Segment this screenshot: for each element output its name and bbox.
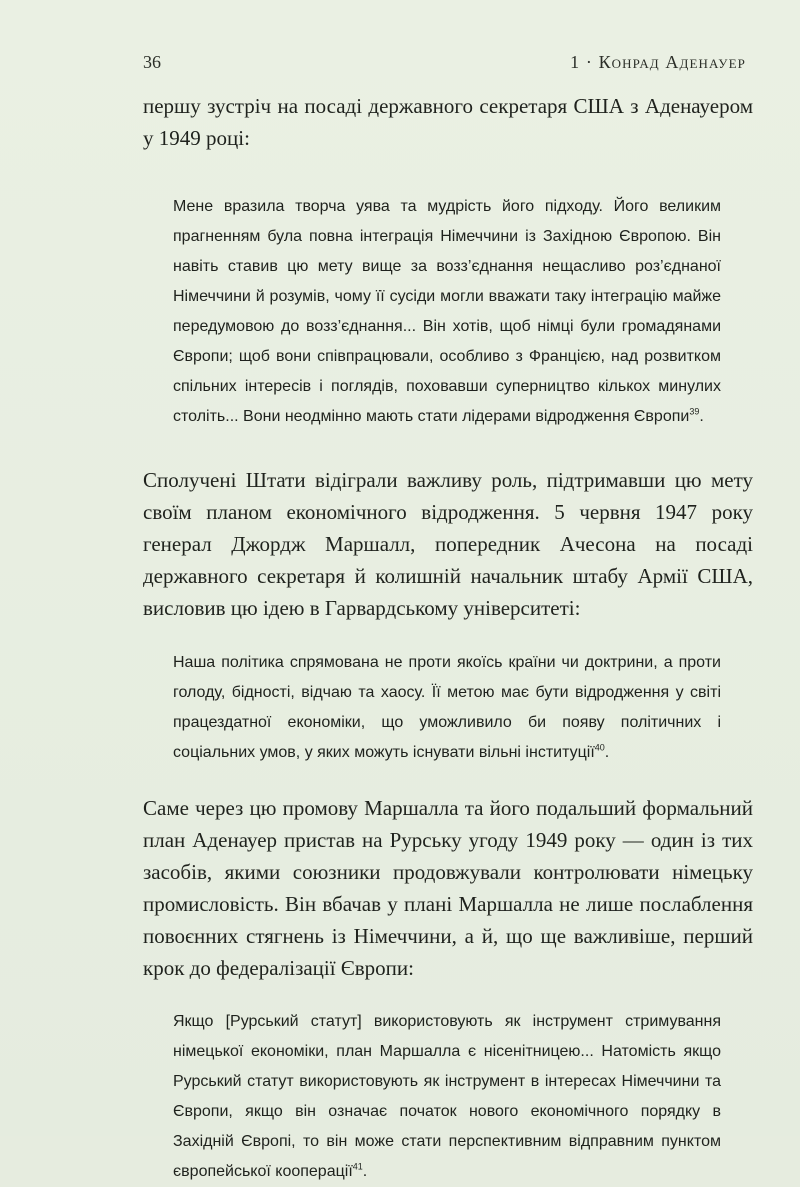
- footnote-ref-39: 39: [689, 406, 700, 417]
- body-paragraph-2: Сполучені Штати відіграли важливу роль, підтримавши цю мету своїм планом економічного відродження. 5 червня 1947 року генерал Джордж Маршалл, попередник Ачесона на посаді державного секретаря й колишній начальник штабу Армії США, висловив цю ідею в Гарвардському університеті:: [143, 468, 753, 620]
- block-quote-3: Якщо [Рурський статут] використовують як інструмент стримування німецької економіки, план Маршалла є нісенітницею... Натомість якщо Рурський статут використовують як інструмент в інтересах Німеччини та Європи, якщо він означає початок нового економічного порядку в Західній Європі, то він може стати перспективним відправним пунктом європейської кооперації$^{41}$.: [173, 1013, 721, 1180]
- block-quote-3-text: Якщо [Рурський статут] використовують як інструмент стримування німецької економіки, план Маршалла є нісенітницею... Натомість якщо Рурський статут використовують як інструмент в інтересах Німеччини та Європи, якщо він означає початок нового економічного порядку в Західній Європі, то він може стати перспективним відправним пунктом європейської кооперації: [173, 1013, 721, 1180]
- block-quote-2-text: Наша політика спрямована не проти якоїсь країни чи доктрини, а проти голоду, бідності, відчаю та хаосу. Її метою має бути відродження у світі працездатної економіки, що уможливило би появу політичних і соціальних умов, у яких можуть існувати вільні інституції: [173, 654, 721, 761]
- block-quote-2: Наша політика спрямована не проти якоїсь країни чи доктрини, а проти голоду, бідності, відчаю та хаосу. Її метою має бути відродження у світі працездатної економіки, що уможливило би появу політичних і соціальних умов, у яких можуть існувати вільні інституції$^{40}$.: [173, 654, 721, 761]
- block-quote-1: Мене вразила творча уява та мудрість його підходу. Його великим прагненням була повна інтеграція Німеччини із Західною Європою. Він навіть ставив цю мету вище за возз’єднання нещасливо роз’єднаної Німеччини й розумів, чому її сусіди могли вважати таку інтеграцію майже передумовою до возз’єднання... Він хотів, щоб німці були громадянами Європи; щоб вони співпрацювали, особливо з Францією, над розвитком спільних інтересів і поглядів, поховавши суперництво кількох минулих століть... Вони неодмінно мають стати лідерами відродження Європи$^{39}$.: [173, 198, 721, 425]
- footnote-ref-41: 41: [352, 1161, 363, 1172]
- page-header: [143, 52, 746, 76]
- running-head: 1 · Конрад Аденауер: [570, 52, 746, 72]
- footnote-ref-40: 40: [594, 742, 605, 753]
- body-paragraph-3: Саме через цю промову Маршалла та його подальший формальний план Аденауер пристав на Рурську угоду 1949 року — один із тих засобів, якими союзники продовжували контролювати німецьку промисловість. Він вбачав у плані Маршалла не лише послаблення повоєнних стягнень із Німеччини, а й, що ще важливіше, перший крок до федералізації Європи:: [143, 796, 753, 980]
- page-content: [143, 90, 753, 1187]
- page-number: 36: [143, 52, 161, 72]
- body-paragraph-1: першу зустріч на посаді державного секретаря США з Аденауером у 1949 році:: [143, 94, 753, 150]
- block-quote-1-text: Мене вразила творча уява та мудрість його підходу. Його великим прагненням була повна інтеграція Німеччини із Західною Європою. Він навіть ставив цю мету вище за возз’єднання нещасливо роз’єднаної Німеччини й розумів, чому її сусіди могли вважати таку інтеграцію майже передумовою до возз’єднання... Він хотів, щоб німці були громадянами Європи; щоб вони співпрацювали, особливо з Францією, над розвитком спільних інтересів і поглядів, поховавши суперництво кількох минулих століть... Вони неодмінно мають стати лідерами відродження Європи: [173, 198, 721, 425]
